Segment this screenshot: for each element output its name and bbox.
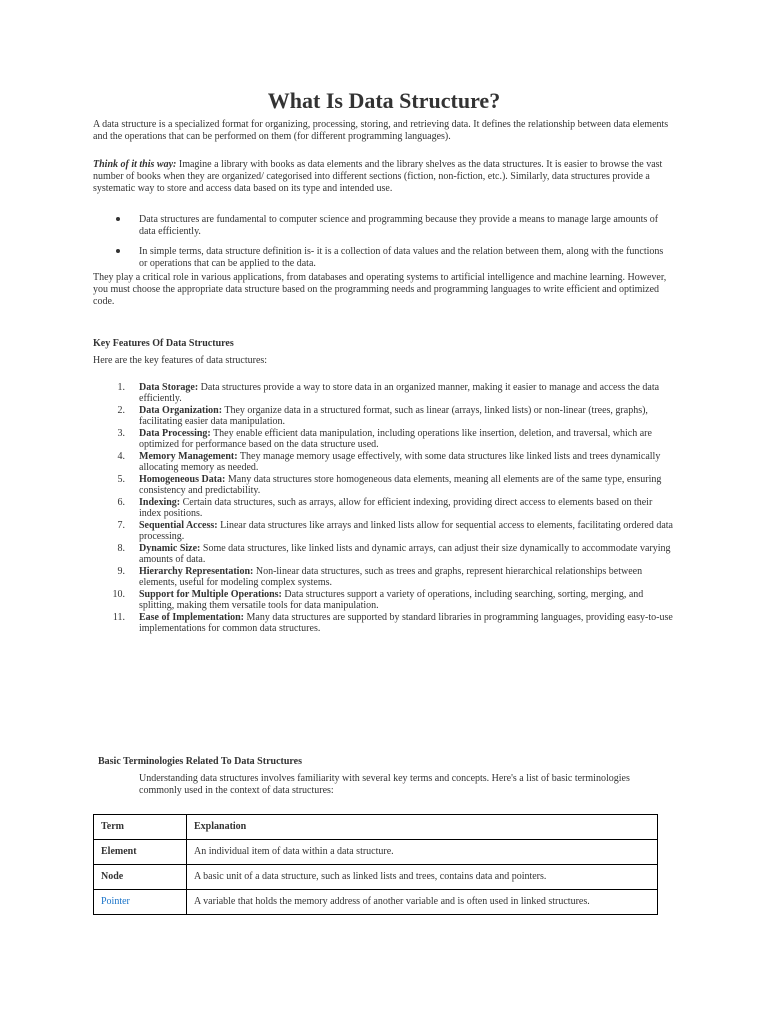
table-header-explanation: Explanation [187,815,658,840]
table-cell-term: Element [94,840,187,865]
table-cell-explanation: A basic unit of a data structure, such as linked lists and trees, contains data and pointers. [187,865,658,890]
table-cell-explanation: A variable that holds the memory address of another variable and is often used in linked structures. [187,890,658,915]
key-features-heading: Key Features Of Data Structures [93,338,234,349]
feature-number: 7. [117,520,125,531]
table-row [94,865,658,890]
feature-item [93,405,673,427]
feature-text: They organize data in a structured format, such as linear (arrays, linked lists) or non-linear (trees, graphs), facilitating easier data manipulation. [139,405,648,427]
feature-text: They enable efficient data manipulation, including operations like insertion, deletion, and traversal, which are optimized for performance based on the data structure used. [139,428,652,450]
intro-paragraph: A data structure is a specialized format for organizing, processing, storing, and retrieving data. It defines the relationship between data elements and the operations that can be performed on them (for different programming languages). [93,119,669,142]
feature-text: Linear data structures like arrays and linked lists allow for sequential access to elements, facilitating ordered data processing. [139,520,673,542]
feature-item [93,382,673,404]
feature-term: Indexing: [139,497,181,508]
terminology-heading: Basic Terminologies Related To Data Structures [98,756,302,767]
table-header-row [94,815,658,840]
key-features-list [93,382,673,635]
feature-term: Data Organization: [139,405,223,416]
feature-number: 10. [112,589,125,600]
feature-term: Support for Multiple Operations: [139,589,282,600]
feature-term: Data Storage: [139,382,199,393]
feature-number: 2. [117,405,125,416]
table-header-term: Term [94,815,187,840]
bullet-item: In simple terms, data structure definition is- it is a collection of data values and the relation between them, along with the functions or operations that can be applied to the data. [93,246,673,270]
feature-number: 4. [117,451,125,462]
table-cell-explanation: An individual item of data within a data structure. [187,840,658,865]
feature-item [93,428,673,450]
table-row [94,840,658,865]
feature-item [93,612,673,634]
feature-item [93,543,673,565]
feature-term: Ease of Implementation: [139,612,244,623]
feature-number: 9. [117,566,125,577]
table-cell-term: Node [94,865,187,890]
feature-text: Many data structures are supported by standard libraries in programming languages, providing easy-to-use implementations for common data structures. [139,612,673,634]
feature-number: 3. [117,428,125,439]
feature-term: Homogeneous Data: [139,474,226,485]
table-row [94,890,658,915]
feature-term: Dynamic Size: [139,543,201,554]
feature-text: They manage memory usage effectively, with some data structures like linked lists and trees dynamically allocating memory as needed. [139,451,661,473]
analogy-paragraph [93,159,673,195]
bullet-item: Data structures are fundamental to computer science and programming because they provide a means to manage large amounts of data efficiently. [93,214,673,238]
feature-term: Memory Management: [139,451,238,462]
feature-text: Certain data structures, such as arrays, allow for efficient indexing, providing direct access to elements based on their index positions. [139,497,653,519]
feature-item [93,520,673,542]
feature-text: Data structures support a variety of operations, including searching, sorting, merging, and splitting, making them versatile tools for data manipulation. [139,589,644,611]
bullet-list [93,214,673,270]
analogy-text: Imagine a library with books as data elements and the library shelves as the data structures. It is easier to browse the vast number of books when they are organized/ categorised into different sections (fiction, non-fiction, etc.). Similarly, data structures provide a systematic way to store and access data based on its type and intended use. [93,159,663,194]
feature-text: Data structures provide a way to store data in an organized manner, making it easier to manage and access the data efficiently. [139,382,660,404]
feature-term: Data Processing: [139,428,211,439]
terminology-table [93,814,658,915]
feature-number: 11. [112,612,125,623]
feature-item [93,474,673,496]
feature-number: 1. [117,382,125,393]
feature-number: 8. [117,543,125,554]
terminology-intro: Understanding data structures involves familiarity with several key terms and concepts. Here's a list of basic terminologies commonly used in the context of data structures: [139,773,630,796]
feature-text: Some data structures, like linked lists and dynamic arrays, can adjust their size dynamically to accommodate varying amounts of data. [139,543,671,565]
feature-text: Non-linear data structures, such as trees and graphs, represent hierarchical relationships between elements, useful for modeling complex systems. [139,566,643,588]
feature-term: Sequential Access: [139,520,218,531]
analogy-lead: Think of it this way: [93,159,177,170]
page-title: What Is Data Structure? [267,88,501,113]
pointer-link[interactable]: Pointer [94,890,187,915]
role-paragraph: They play a critical role in various applications, from databases and operating systems to artificial intelligence and machine learning. However, you must choose the appropriate data structure based on the programming needs and programming languages to write efficient and optimized code. [93,272,667,307]
feature-item [93,451,673,473]
feature-term: Hierarchy Representation: [139,566,254,577]
feature-text: Many data structures store homogeneous data elements, meaning all elements are of the same type, ensuring consistency and predictability. [139,474,662,496]
feature-number: 6. [117,497,125,508]
key-features-intro: Here are the key features of data structures: [93,355,268,366]
feature-item [93,497,673,519]
feature-number: 5. [117,474,125,485]
feature-item [93,589,673,611]
feature-item [93,566,673,588]
